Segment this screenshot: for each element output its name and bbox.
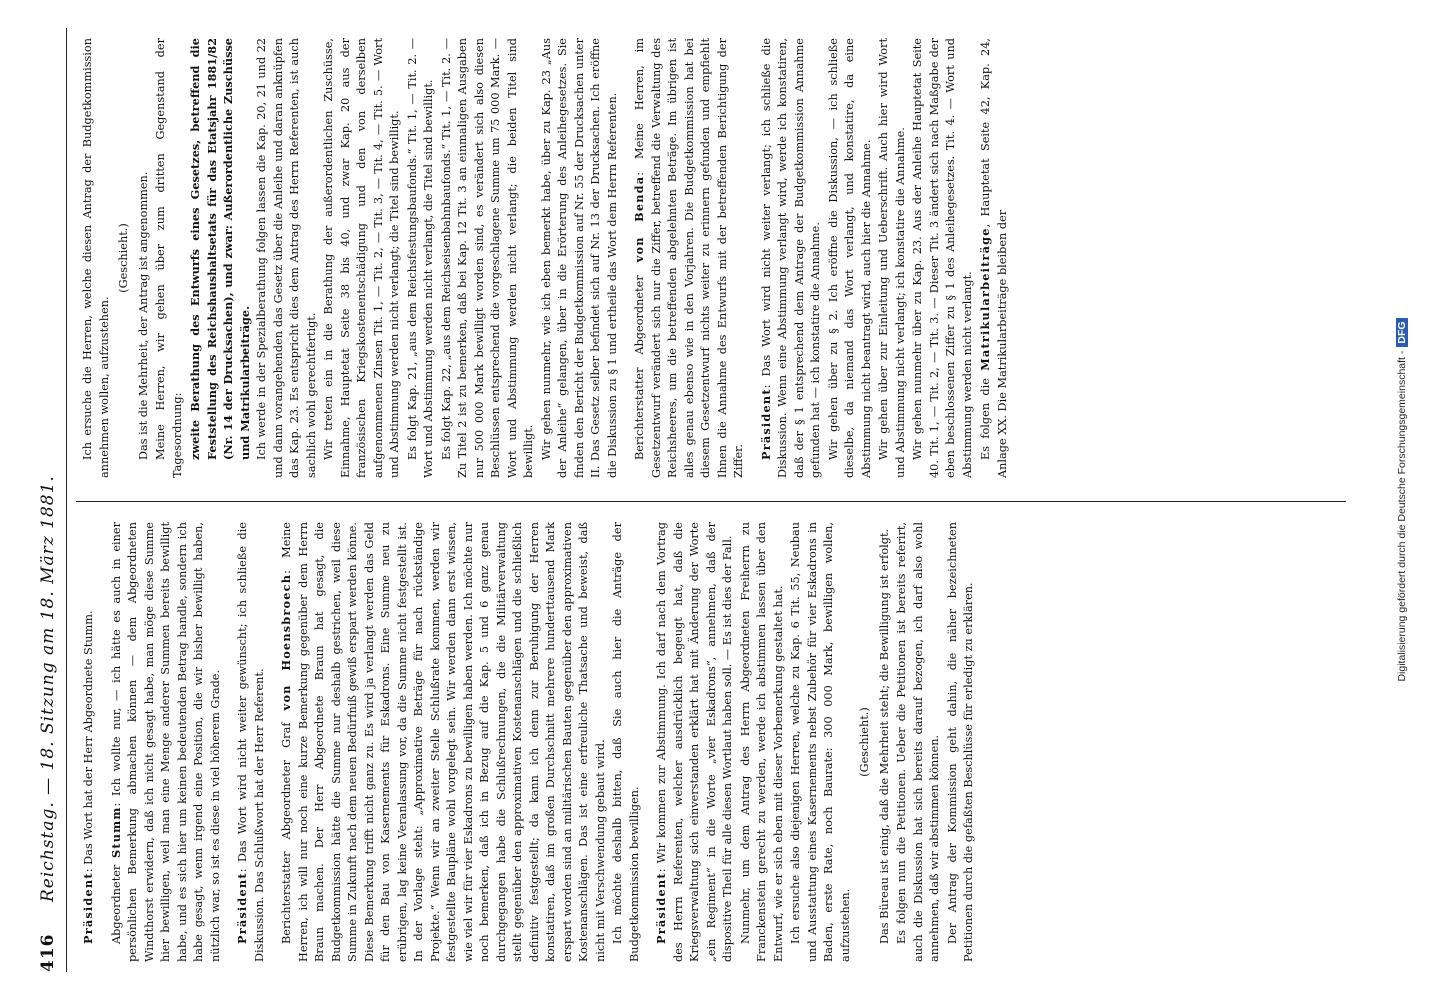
text-run: (Geschieht.): [117, 223, 130, 293]
text-run: Meine Herren, wir gehen über zum dritten Gegenstand der Tagesordnung:: [154, 38, 184, 478]
text-run: Es folgen die: [979, 370, 992, 460]
text-run: Wir gehen nunmehr über zu Kap. 23. Aus der Anleihe Hauptetat Seite 40. Tit. 1, — Tit. 2, — Tit. 3. — Dieser Tit. 3 ändert sich nach Maßgabe der eben beschlossenen Ziffer zu § 1 des Anleihegesetzes. Tit. 4. — Wort und Abstimmung werden nicht verlangt.: [911, 38, 974, 478]
dfg-credit-text: Digitalisierung gefördert durch die Deutsche Forschungsgemeinschaft -: [1396, 350, 1408, 682]
text-run: Nunmehr, um dem Antrag des Herrn Abgeordneten Freiherrn zu Franckenstein gerecht zu werden, werde ich abstimmen lassen über den Entwurf, wie er sich eben mit dieser Vorbemerkung gestaltet hat.: [738, 522, 785, 962]
text-run: : Das Wort wird nicht weiter verlangt; ich schließe die Diskussion. Wenn eine Abstimmung verlangt wird, werde ich konstatiren, daß der § 1 entsprechend dem Antrage der Budgetkommission Annahme gefunden hat — ich konstatire die Annahme.: [759, 38, 822, 478]
paragraph: [653, 522, 737, 962]
text-run: Wir treten ein in die Berathung der außerordentlichen Zuschüsse, Einnahme, Hauptetat Seite 38 bis 40, und zwar Kap. 20 aus der französischen Kriegskostenentschädigung und den von derselben aufgenommenen Zinsen Tit. 1, — Tit. 2, — Tit. 3, — Tit. 4, — Tit. 5. — Wort und Abstimmung werden nicht verlangt; die Titel sind bewilligt.: [322, 38, 401, 478]
paragraph: [439, 38, 538, 478]
paragraph: [945, 522, 978, 962]
dfg-credit: [1396, 10, 1416, 990]
left-column: [80, 522, 979, 962]
paragraph-gap: [749, 38, 758, 478]
paragraph: [187, 38, 253, 478]
text-run: : Das Wort hat der Herr Abgeordnete Stumm.: [82, 610, 95, 873]
paragraph: [136, 38, 153, 478]
paragraph: [321, 38, 404, 478]
text-run: Ich möchte deshalb bitten, daß Sie auch hier die Anträge der Budgetkommission bewilligen.: [611, 522, 641, 962]
text-run: (Geschieht.): [858, 707, 871, 777]
spaced-name: Präsident: [654, 872, 668, 944]
text-run: Das Büreau ist einig, daß die Mehrheit steht; die Bewilligung ist erfolgt.: [877, 528, 891, 944]
spaced-name: Präsident: [81, 872, 95, 944]
paragraph: [910, 38, 976, 478]
paragraph: [894, 522, 944, 962]
text-run: Es folgen nun die Petitionen. Ueber die Petitionen ist bereits referirt, auch die Diskussion hat sich bereits darauf bezogen, ich darf also wohl annehmen, daß wir abstimmen können.: [895, 522, 941, 962]
spaced-name: von Benda: [632, 175, 646, 263]
text-run: : Wir kommen zur Abstimmung. Ich darf nach dem Vortrag des Herrn Referenten, welcher ausdrücklich begeugt hat, daß die Kriegsverwaltung sich einverstanden erklärt hat mit Änderung der Worte „ein Regiment“ in die Worte „vier Eskadrons“, annehmen, daß der dispositive Theil für alle diesen Wortlaut haben soll. — Es ist dies der Fall.: [655, 522, 734, 962]
paragraph: [405, 38, 438, 478]
spaced-name: Präsident: [235, 872, 249, 944]
paragraph-gap: [622, 38, 631, 478]
spaced-name: Stumm: [108, 806, 123, 859]
page-header: [36, 28, 67, 972]
paragraph: [80, 522, 98, 962]
paragraph: [826, 38, 876, 478]
text-run: Berichterstatter Abgeordneter Graf: [280, 710, 293, 944]
text-run: : Das Wort wird nicht weiter gewünscht; ich schließe die Diskussion. Das Schlußwort hat der Herr Referent.: [236, 522, 266, 962]
paragraph-gap: [99, 522, 108, 962]
text-run: : Ich wollte nur, — ich hätte es auch in einer persönlichen Bemerkung abmachen können — dem Abgeordneten Windthorst erwidern, daß ich nicht gesagt habe, man möge diese Summe hier bewilligen, weil man eine Menge anderer Summen bereits bewilligt habe, und es sich hier um keinen bedeutenden Betrag handle, sondern ich habe gesagt, wenn irgend eine Position, die wir bisher bewilligt haben, nützlich war, so ist es diese in viel höherem Grade.: [109, 521, 222, 962]
text-run: Es folgt Kap. 22, „aus dem Reichseisenbahnbaufonds.“ Tit. 1, — Tit. 2. — Zu Titel 2 ist zu bemerken, daß bei Kap. 12 Tit. 3 an einmaligen Ausgaben nur 500 000 Mark bewilligt worden sind, es verändert sich also diesen Beschlüssen entsprechend die vorgeschlagene Summe um 75 000 Mark. — Wort und Abstimmung werden nicht verlangt; die beiden Titel sind bewilligt.: [439, 38, 535, 478]
dfg-logo: DFG: [1396, 318, 1408, 346]
text-run: : Meine Herren, ich will nur noch eine kurze Bemerkung gegenüber dem Herrn Braun machen. Der Herr Abgeordnete Braun hat gesagt, die Budgetkommission hätte die Summe nur deshalb gestrichen, weil diese Summe in Zukunft nach dem neuen Bedürfniß gewiß erspart werden könne. Diese Bemerkung trifft nicht ganz zu. Es wird ja verlangt werden das Geld für den Bau von Kasernements für Eskadrons. Eine Summe neu zu erübrigen, lag keine Veranlassung vor, da die Summe nicht festgestellt ist. In der Vorlage steht: „Approximative Beträge für nach rückständige Projekte.“ Wenn wir an zweiter Stelle Schlußrate kommen, werden wir festgestellte Baupläne wohl vorgelegt sein. Wir werden dann erst wissen, wie viel wir für vier Eskadrons zu bewilligen haben werden. Ich möchte nur noch bemerken, daß ich in Bezug auf die Kap. 5 und 6 ganz genau durchgegangen habe die Schlußrechnungen, die die Militärverwaltung stellt gegenüber den approximativen Kostenanschlägen und die schließlich definitiv festgestellt; da kann ich denn zur Beruhigung der Herren konstatiren, daß im großen Durchschnitt mehrere hunderttausend Mark erspart worden sind an militärischen Bauten gegenüber den approximativen Kostenanschlägen. Das ist eine erfreuliche Thatsache und beweist, daß nicht mit Verschwendung gebaut wird.: [280, 522, 607, 962]
text-run: Ich ersuche die Herren, welche diesen Antrag der Budgetkommission annehmen wollen, aufzustehen.: [81, 38, 111, 478]
text-run: Der Antrag der Kommission geht dahin, die näher bezeichneten Petitionen durch die gefaßten Beschlüsse für erledigt zu erklären.: [945, 522, 975, 962]
paragraph: [234, 522, 268, 962]
spaced-name: Matrikularbeiträge: [978, 227, 992, 371]
text-run: Abgeordneter: [109, 858, 123, 944]
paragraph: [278, 522, 609, 962]
text-run: Ich werde in der Spezialberathung folgen lassen die Kap. 20, 21 und 22 und dann vorangehenden das Gesetz über die Anleihe und daran anknüpfen das Kap. 23. Es entspricht dies dem Antrag des Herrn Referenten, ist auch sachlich wohl gerechtfertigt.: [255, 38, 318, 478]
text-run: Es folgt Kap. 21, „aus dem Reichsfestungsbaufonds.“ Tit. 1, — Tit. 2. — Wort und Abstimmung werden nicht verlangt, die Titel sind bewilligt.: [405, 38, 435, 478]
paragraph-gap: [644, 522, 653, 962]
text-run: Wir gehen über zu § 2. Ich eröffne die Diskussion, — ich schließe dieselbe, da niemand das Wort verlangt, und konstatire, da eine Abstimmung nicht beantragt wird, auch hier die Annahme.: [826, 38, 873, 478]
text-run: Wir gehen über zur Einleitung und Ueberschrift. Auch hier wird Wort und Abstimmung nicht verlangt; ich konstatire die Annahme.: [877, 38, 907, 478]
right-column: [80, 38, 1012, 478]
text-run: : Meine Herren, im Gesetzentwurf verändert sich nur die Ziffer, betreffend die Verwaltung des Reichsheeres, um die betreffenden abgelehnten Beträge. Im übrigen ist alles genau ebenso wie in den Vorjahren. Die Budgetkommission hat bei diesem Gesetzentwurf nichts weiter zu erinnern gefunden und empfiehlt Ihnen die Annahme des Entwurfs mit der betreffenden Berichtigung der Ziffer.: [633, 38, 745, 478]
paragraph: [80, 38, 113, 478]
paragraph: [254, 38, 320, 478]
paragraph: [153, 38, 186, 478]
text-run: Berichterstatter Abgeordneter: [633, 262, 646, 460]
paragraph-gap: [269, 522, 278, 962]
text-run: zweite Berathung des Entwurfs eines Gesetzes, betreffend die Feststellung des Reichshaushaltsetats für das Etatsjahr 1881/82 (Nr. 14 der Drucksachen), und zwar: Außerordentliche Zuschüsse und Matrikularbeiträge.: [188, 38, 252, 460]
paragraph: [108, 522, 225, 962]
paragraph: [876, 38, 909, 478]
paragraph: [631, 38, 748, 478]
spaced-name: Präsident: [758, 388, 773, 460]
stage-direction: [116, 38, 133, 478]
stage-direction: [857, 522, 874, 962]
paragraph: [788, 522, 854, 962]
text-run: Das ist die Mehrheit, der Antrag ist angenommen.: [136, 171, 150, 460]
paragraph: [758, 38, 825, 478]
running-title: Reichstag. — 18. Sitzung am 18. März 1881.: [38, 475, 58, 902]
paragraph: [877, 522, 894, 962]
text-run: , Hauptetat Seite 42, Kap. 24, Anlage XX. Die Matrikularbeiträge bleiben der: [979, 38, 1009, 478]
paragraph: [738, 522, 788, 962]
text-run: Ich ersuche also diejenigen Herren, welche zu Kap. 6 Tit. 55, Neubau und Ausstattung eines Kasernements nebst Zubehör für vier Eskadrons in Baden, erste Rate, noch Baurate: 300 000 Mark, bewilligen wollen, aufzustehen.: [789, 522, 852, 962]
paragraph: [610, 522, 643, 962]
spaced-name: von Hoensbroech: [279, 573, 293, 711]
paragraph: [539, 38, 622, 478]
column-divider: [76, 501, 1346, 502]
page-number: 416: [38, 933, 58, 972]
text-run: Wir gehen nunmehr, wie ich eben bemerkt habe, über zu Kap. 23 „Aus der Anleihe“ gelangen, über in die Erörterung des Anleihegesetzes. Sie finden den Bericht der Budgetkommission auf Nr. 55 der Drucksachen unter II. Das Gesetz selber befindet sich auf Nr. 13 der Drucksachen. Ich eröffne die Diskussion zu § 1 und ertheile das Wort dem Herrn Referenten.: [539, 38, 619, 478]
paragraph-gap: [225, 522, 234, 962]
paragraph: [977, 38, 1011, 478]
